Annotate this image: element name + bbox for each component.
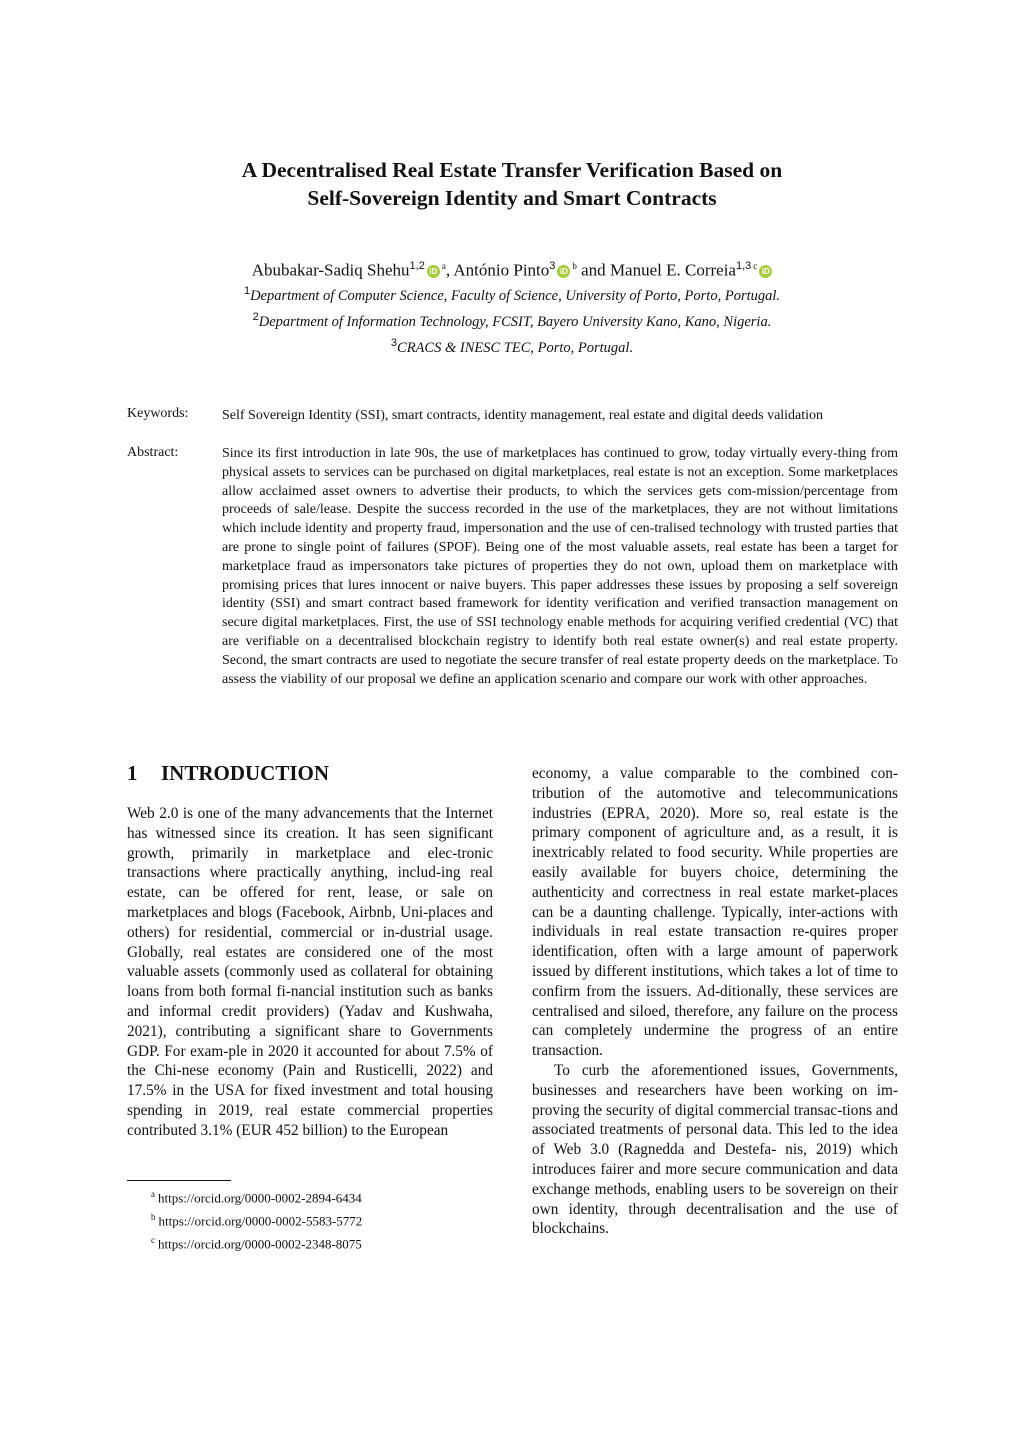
body-paragraph: To curb the aforementioned issues, Governments, businesses and researchers have been working on im-proving the security of digital commercial transac-tions and associated treatments of personal data. This led to the idea of Web 3.0 (Ragnedda and Destefa- nis, 2019) which introduces fairer and more secure communication and data exchange methods, enabling users to be sovereign on their own identity, through decentralisation and the use of blockchains.: [532, 1061, 898, 1238]
affiliation: [120, 281, 904, 307]
author-footnote-mark: c: [753, 261, 758, 271]
footnote-link[interactable]: https://orcid.org/0000-0002-5583-5772: [158, 1213, 363, 1229]
author-affiliation-mark: 3: [549, 260, 556, 272]
footnote: [151, 1231, 451, 1254]
orcid-id-icon[interactable]: iD: [759, 265, 772, 278]
affiliation: [120, 307, 904, 333]
author-list: [120, 255, 904, 282]
author-name: Abubakar-Sadiq Shehu: [251, 260, 410, 280]
footnote-link[interactable]: https://orcid.org/0000-0002-2894-6434: [158, 1190, 362, 1206]
footnote-list: [151, 1185, 451, 1253]
affiliation-number: 2: [252, 310, 259, 323]
footnote-divider: [127, 1180, 231, 1181]
section-title: INTRODUCTION: [161, 761, 330, 785]
affiliation-list: [120, 281, 904, 358]
abstract-text: Since its first introduction in late 90s, the use of marketplaces has continued to grow, today virtually every-thing from physical assets to services can be purchased on digital marketplaces, real estate is not an exception. Some marketplaces allow acclaimed asset owners to advertise their products, to which the services gets com-mission/percentage from proceeds of sale/lease. Despite the success recorded in the use of the marketplaces, they are not without limitations which include identity and property fraud, impersonation and the use of cen-tralised technology with trusted parties that are prone to single point of failures (SPOF). Being one of the most valuable assets, real estate has been a target for marketplace fraud as impersonators take pictures of properties they do not own, upload them on marketplace with promising prices that lures innocent or naive buyers. This paper addresses these issues by proposing a self sovereign identity (SSI) and smart contract based framework for identity verification and verified transaction management on secure digital marketplaces. First, the use of SSI technology enable methods for acquiring verified credential (VC) that are verifiable on a decentralised blockchain registry to identify both real estate owner(s) and real estate property. Second, the smart contracts are used to negotiate the secure transfer of real estate property deeds on the marketplace. To assess the viability of our proposal we define an application scenario and compare our work with other approaches.: [222, 446, 898, 687]
title-line-2: Self-Sovereign Identity and Smart Contracts: [307, 186, 717, 210]
section-heading: [127, 760, 329, 786]
keywords-text: Self Sovereign Identity (SSI), smart contracts, identity management, real estate and digital deeds validation: [222, 408, 824, 423]
footnote-mark: a: [151, 1189, 155, 1199]
footnote-mark: b: [151, 1211, 156, 1222]
author-affiliation-mark: 1,3: [735, 260, 752, 272]
footnote-link[interactable]: https://orcid.org/0000-0002-2348-8075: [158, 1235, 362, 1251]
author-name: António Pinto: [453, 260, 550, 280]
affiliation-number: 1: [243, 285, 251, 297]
author-affiliation-mark: 1,2: [409, 260, 425, 272]
keywords-label: Keywords:: [127, 406, 189, 421]
footnote-mark: c: [151, 1234, 155, 1245]
affiliation-text: Department of Computer Science, Faculty of Science, University of Porto, Porto, Portugal.: [250, 287, 781, 304]
orcid-id-icon[interactable]: iD: [557, 265, 570, 278]
affiliation-number: 3: [390, 336, 398, 349]
section-number: 1: [127, 761, 138, 785]
author-footnote-mark: b: [572, 261, 577, 271]
affiliation: [120, 333, 904, 359]
author-footnote-mark: a: [441, 261, 446, 271]
affiliation-text: CRACS & INESC TEC, Porto, Portugal.: [397, 339, 634, 356]
body-paragraph: economy, a value comparable to the combined con-tribution of the automotive and telecommunications industries (EPRA, 2020). More so, real estate is the primary component of agriculture and, as a result, it is inextricably related to food security. While properties are easily available for buyers choice, determining the authenticity and correctness in real estate market-places can be a daunting challenge. Typically, inter-actions with individuals in real estate transaction re-quires proper identification, often with a large amount of paperwork issued by different institutions, which takes a lot of time to confirm from the issuers. Ad-ditionally, these services are centralised and siloed, therefore, any failure on the process can completely undermine the progress of an entire transaction.: [532, 765, 898, 1060]
affiliation-text: Department of Information Technology, FCSIT, Bayero University Kano, Kano, Nigeria.: [258, 313, 772, 330]
orcid-id-icon[interactable]: iD: [427, 265, 440, 278]
author-separator: and: [576, 260, 610, 280]
title-line-1: A Decentralised Real Estate Transfer Verification Based on: [241, 158, 783, 182]
body-paragraph: Web 2.0 is one of the many advancements that the Internet has witnessed since its creation. It has seen significant growth, primarily in marketplace and elec-tronic transactions where practically anything, includ-ing real estate, can be offered for rent, lease, or sale on marketplaces and blogs (Facebook, Airbnb, Uni-places and others) for residential, commercial or in-dustrial usage. Globally, real estates are considered one of the most valuable assets (commonly used as collateral for obtaining loans from both formal fi-nancial institution such as banks and informal credit providers) (Yadav and Kushwaha, 2021), contributing a significant share to Governments GDP. For exam-ple in 2020 it accounted for about 7.5% of the Chi-nese economy (Pain and Rusticelli, 2022) and 17.5% in the USA for fixed investment and total housing spending in 2019, real estate commercial properties contributed 3.1% (EUR 452 billion) to the European: [127, 805, 493, 1139]
footnote: [151, 1208, 451, 1231]
paper-title: [120, 156, 904, 212]
abstract-label: Abstract:: [127, 445, 179, 460]
author-separator: ,: [445, 260, 454, 280]
author-name: Manuel E. Correia: [609, 260, 736, 280]
footnote: [151, 1185, 451, 1208]
right-column: [532, 764, 898, 1239]
left-column: [127, 804, 493, 1141]
